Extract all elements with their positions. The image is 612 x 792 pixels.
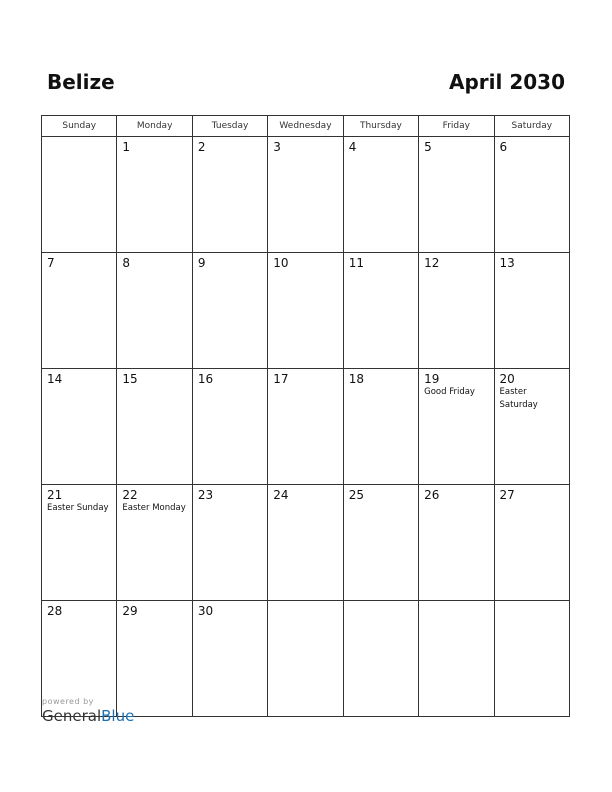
day-cell [42, 253, 117, 369]
day-number: 26 [424, 488, 440, 502]
day-number: 21 [47, 488, 63, 502]
day-number: 23 [197, 488, 214, 502]
day-cell [268, 369, 343, 485]
day-number: 27 [499, 488, 515, 502]
weekday-tuesday: Tuesday [192, 116, 267, 137]
day-cell [343, 485, 418, 601]
day-cell [268, 485, 343, 601]
day-cell [419, 601, 494, 717]
day-number: 17 [273, 372, 289, 386]
day-number: 14 [47, 372, 63, 386]
week-row [42, 253, 570, 369]
weekday-header-row [42, 116, 570, 137]
day-number: 6 [499, 140, 508, 154]
day-cell [419, 137, 494, 253]
day-cell [494, 253, 569, 369]
day-cell [268, 137, 343, 253]
footer-branding [42, 697, 134, 725]
country-title: Belize [47, 70, 115, 94]
weekday-monday: Monday [117, 116, 192, 137]
day-cell [42, 369, 117, 485]
day-cell [343, 601, 418, 717]
week-row [42, 485, 570, 601]
day-cell [419, 369, 494, 485]
day-number: 30 [197, 604, 214, 618]
day-cell [268, 253, 343, 369]
day-cell [268, 601, 343, 717]
day-number: 16 [197, 372, 214, 386]
day-number: 29 [122, 604, 138, 618]
weekday-sunday: Sunday [42, 116, 117, 137]
holiday-label: Good Friday [424, 387, 475, 397]
day-cell [419, 485, 494, 601]
day-cell [192, 601, 267, 717]
weekday-friday: Friday [419, 116, 494, 137]
weekday-wednesday: Wednesday [268, 116, 343, 137]
day-cell [42, 137, 117, 253]
day-number: 22 [122, 488, 138, 502]
day-cell [117, 485, 192, 601]
day-cell [42, 485, 117, 601]
weekday-saturday: Saturday [494, 116, 569, 137]
day-cell [494, 137, 569, 253]
brand-blue-text: Blue [101, 707, 135, 725]
holiday-label: Easter Sunday [47, 503, 109, 513]
day-number: 1 [122, 140, 131, 154]
day-cell [419, 253, 494, 369]
day-number: 4 [348, 140, 357, 154]
month-year-title: April 2030 [449, 70, 565, 94]
day-number: 28 [47, 604, 63, 618]
day-number: 9 [197, 256, 206, 270]
day-cell [343, 369, 418, 485]
day-number: 24 [273, 488, 289, 502]
day-number: 2 [197, 140, 206, 154]
day-number: 12 [424, 256, 440, 270]
day-cell [117, 253, 192, 369]
day-number: 20 [499, 372, 515, 386]
week-row [42, 137, 570, 253]
day-cell [192, 253, 267, 369]
holiday-label: Easter Saturday [499, 387, 538, 410]
day-number: 13 [499, 256, 515, 270]
day-cell [494, 485, 569, 601]
day-number: 15 [122, 372, 138, 386]
powered-by-label: powered by [42, 697, 94, 706]
day-cell [117, 369, 192, 485]
day-number: 25 [348, 488, 364, 502]
day-number: 5 [424, 140, 432, 154]
day-cell [343, 253, 418, 369]
day-number: 11 [348, 256, 364, 270]
generalblue-logo [42, 707, 134, 725]
day-cell [343, 137, 418, 253]
holiday-label: Easter Monday [122, 503, 186, 513]
day-number: 18 [348, 372, 364, 386]
day-cell [494, 601, 569, 717]
day-cell [117, 137, 192, 253]
brand-general-text: General [42, 707, 102, 725]
calendar-grid [41, 115, 570, 717]
week-row [42, 369, 570, 485]
day-number: 3 [273, 140, 281, 154]
day-number: 10 [273, 256, 289, 270]
weekday-thursday: Thursday [343, 116, 418, 137]
day-number: 19 [424, 372, 440, 386]
day-number: 8 [122, 256, 131, 270]
day-cell [192, 137, 267, 253]
day-number: 7 [47, 256, 55, 270]
day-cell [494, 369, 569, 485]
day-cell [192, 485, 267, 601]
day-cell [192, 369, 267, 485]
